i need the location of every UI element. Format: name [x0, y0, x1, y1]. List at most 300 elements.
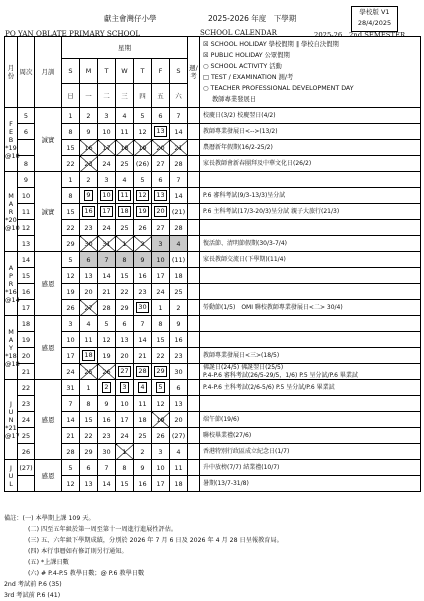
- day-cell: 10: [98, 188, 116, 204]
- month-theme: 誠實: [35, 172, 62, 252]
- event-line: 香港特別行政區成立紀念日(1/7): [203, 447, 290, 455]
- event-line: P.6 主科考試(17/3-20/3)呈分試 親子大旅行(21/3): [203, 207, 340, 215]
- day-cell: 27: [152, 220, 170, 236]
- week-number: 26: [18, 444, 35, 460]
- week-row: [5, 140, 421, 156]
- day-cell: 11: [116, 188, 134, 204]
- event-line: 家長教師交流日(下學期)(11/4): [203, 255, 286, 263]
- week-number: 21: [18, 364, 35, 380]
- day-cell: 4: [80, 316, 98, 332]
- day-cell: (26): [134, 156, 152, 172]
- day-cell: 7: [62, 396, 80, 412]
- day-cell: 5: [134, 108, 152, 124]
- event-cell: [200, 348, 421, 364]
- day-cell: 17: [98, 140, 116, 156]
- day-cell: 23: [98, 428, 116, 444]
- legend-school-activity: ○ SCHOOL ACTIVITY 活動: [203, 63, 282, 70]
- weekday-cn: 四: [134, 84, 152, 108]
- day-cell: 12: [98, 332, 116, 348]
- weekday-en: S: [62, 59, 80, 84]
- week-number: 8: [18, 156, 35, 172]
- day-cell: 13: [116, 332, 134, 348]
- day-cell: 28: [62, 444, 80, 460]
- legend-test-exam: □ TEST / EXAMINATION 測/考: [203, 74, 294, 81]
- day-cell: 8: [62, 124, 80, 140]
- day-cell: 1: [116, 444, 134, 460]
- event-line: 家長教師會新春團拜及中華文化日(26/2): [203, 159, 312, 167]
- week-number: 9: [18, 172, 35, 188]
- day-cell: 24: [98, 220, 116, 236]
- event-cell: [200, 284, 421, 300]
- day-cell: 3: [152, 236, 170, 252]
- month-label: F E B *19 @10: [5, 108, 18, 172]
- week-number: 20: [18, 348, 35, 364]
- day-cell: 8: [62, 188, 80, 204]
- week-number: 13: [18, 236, 35, 252]
- week-row: [5, 412, 421, 428]
- academic-year-cn: 2025-2026 年度 下學期: [208, 14, 297, 23]
- event-line: P.6 審科考試(9/3-13/3)呈分試: [203, 191, 286, 199]
- week-row: [5, 300, 421, 316]
- day-cell: 9: [80, 124, 98, 140]
- day-cell: 21: [98, 284, 116, 300]
- day-cell: 14: [98, 476, 116, 492]
- day-cell: 12: [134, 188, 152, 204]
- days-count-cell: [188, 444, 200, 460]
- day-cell: 16: [80, 140, 98, 156]
- day-cell: 17: [62, 348, 80, 364]
- day-cell: 13: [80, 268, 98, 284]
- days-count-cell: [188, 124, 200, 140]
- day-cell: 3: [98, 108, 116, 124]
- day-cell: 2: [170, 300, 188, 316]
- event-line: 農曆新年假期(16/2-25/2): [203, 143, 273, 151]
- days-count-cell: [188, 108, 200, 124]
- day-cell: 9: [134, 460, 152, 476]
- day-cell: 16: [80, 204, 98, 220]
- legend: [200, 37, 421, 108]
- days-count-cell: [188, 140, 200, 156]
- month-label: J U L: [5, 460, 18, 492]
- header-weekday-group: 星期: [62, 37, 188, 59]
- day-cell: 21: [170, 140, 188, 156]
- day-cell: 19: [62, 284, 80, 300]
- event-cell: [200, 476, 421, 492]
- semester-title-en: 2025-26 2nd SEMESTER: [314, 31, 406, 39]
- event-line: 教師專業發展日<三>(18/5): [203, 351, 280, 359]
- days-count-cell: [188, 476, 200, 492]
- day-cell: 18: [116, 140, 134, 156]
- week-number: 16: [18, 284, 35, 300]
- day-cell: 16: [170, 332, 188, 348]
- day-cell: 19: [134, 204, 152, 220]
- day-cell: 18: [80, 348, 98, 364]
- day-cell: 18: [116, 204, 134, 220]
- day-cell: 12: [134, 124, 152, 140]
- day-cell: 8: [116, 460, 134, 476]
- event-cell: [200, 332, 421, 348]
- day-cell: 20: [116, 348, 134, 364]
- weekday-en: M: [80, 59, 98, 84]
- day-cell: 26: [98, 364, 116, 380]
- month-theme: 誠實: [35, 108, 62, 172]
- day-cell: 25: [134, 428, 152, 444]
- day-cell: 2: [134, 444, 152, 460]
- day-cell: 25: [116, 156, 134, 172]
- event-line: 聯校畢業禮(27/6): [203, 431, 252, 439]
- week-row: [5, 204, 421, 220]
- day-cell: 23: [80, 220, 98, 236]
- days-count-cell: [188, 364, 200, 380]
- day-cell: 5: [98, 316, 116, 332]
- event-cell: [200, 380, 421, 396]
- event-cell: [200, 396, 421, 412]
- days-count-cell: [188, 268, 200, 284]
- day-cell: 20: [170, 412, 188, 428]
- event-cell: [200, 252, 421, 268]
- school-name-cn: 獻主會灣仔小學: [104, 14, 157, 23]
- day-cell: 28: [170, 156, 188, 172]
- month-theme: 感恩: [35, 252, 62, 316]
- day-cell: 11: [116, 124, 134, 140]
- day-cell: 26: [152, 428, 170, 444]
- day-cell: 6: [80, 460, 98, 476]
- header-theme: 月訓: [35, 37, 62, 108]
- week-row: [5, 316, 421, 332]
- day-cell: 26: [134, 220, 152, 236]
- days-count-cell: [188, 316, 200, 332]
- day-cell: 13: [152, 124, 170, 140]
- day-cell: 21: [62, 428, 80, 444]
- day-cell: 8: [152, 316, 170, 332]
- day-cell: 1: [62, 108, 80, 124]
- note-line: 2nd 考試前 P.6 (35): [4, 581, 62, 588]
- day-cell: 6: [170, 380, 188, 396]
- day-cell: 7: [134, 316, 152, 332]
- day-cell: 1: [80, 380, 98, 396]
- day-cell: 29: [80, 444, 98, 460]
- event-cell: [200, 444, 421, 460]
- day-cell: 25: [170, 284, 188, 300]
- week-row: [5, 172, 421, 188]
- weekday-cn: 日: [62, 84, 80, 108]
- day-cell: 25: [116, 220, 134, 236]
- event-cell: [200, 124, 421, 140]
- week-row: [5, 252, 421, 268]
- event-line: 復活節、清明節假期(30/3-7/4): [203, 239, 287, 247]
- day-cell: 30: [170, 364, 188, 380]
- week-row: [5, 476, 421, 492]
- days-count-cell: [188, 300, 200, 316]
- day-cell: 29: [152, 364, 170, 380]
- day-cell: 13: [80, 476, 98, 492]
- weekday-en: T: [98, 59, 116, 84]
- week-row: [5, 156, 421, 172]
- weekday-en: F: [152, 59, 170, 84]
- day-cell: 8: [116, 252, 134, 268]
- day-cell: 1: [62, 172, 80, 188]
- day-cell: 9: [80, 188, 98, 204]
- week-row: [5, 188, 421, 204]
- day-cell: 17: [116, 412, 134, 428]
- day-cell: 1: [152, 300, 170, 316]
- day-cell: 18: [170, 268, 188, 284]
- month-label: J U N *21 @17: [5, 380, 18, 460]
- day-cell: 8: [80, 396, 98, 412]
- day-cell: 28: [98, 300, 116, 316]
- day-cell: 6: [116, 316, 134, 332]
- day-cell: 14: [170, 124, 188, 140]
- day-cell: 24: [62, 364, 80, 380]
- day-cell: 14: [170, 188, 188, 204]
- week-number: 25: [18, 428, 35, 444]
- day-cell: 16: [134, 268, 152, 284]
- day-cell: 5: [62, 460, 80, 476]
- day-cell: 23: [134, 284, 152, 300]
- day-cell: 10: [116, 396, 134, 412]
- week-number: 22: [18, 380, 35, 396]
- event-cell: [200, 236, 421, 252]
- day-cell: 29: [62, 236, 80, 252]
- week-number: (27): [18, 460, 35, 476]
- day-cell: 2: [98, 380, 116, 396]
- day-cell: 15: [80, 412, 98, 428]
- event-cell: [200, 156, 421, 172]
- day-cell: 6: [80, 252, 98, 268]
- event-line: P.4-P.6 主科考試(2/6-5/6) P.5 呈分試/P.6 畢業試: [203, 383, 335, 391]
- day-cell: 17: [98, 204, 116, 220]
- note-line: (六) # P.4-P.5 教學日數；@ P.6 教學日數: [28, 570, 145, 577]
- day-cell: 17: [152, 268, 170, 284]
- event-cell: [200, 172, 421, 188]
- day-cell: 12: [62, 268, 80, 284]
- notes: [4, 513, 418, 601]
- header-month: 月份: [5, 37, 18, 108]
- day-cell: 7: [170, 172, 188, 188]
- weekday-en: S: [170, 59, 188, 84]
- days-count-cell: [188, 460, 200, 476]
- week-row: [5, 396, 421, 412]
- day-cell: 10: [98, 124, 116, 140]
- event-cell: [200, 108, 421, 124]
- event-cell: [200, 188, 421, 204]
- event-line: 校慶日(3/2) 校慶翌日(4/2): [203, 111, 276, 119]
- day-cell: 27: [152, 156, 170, 172]
- event-cell: [200, 140, 421, 156]
- day-cell: 11: [134, 396, 152, 412]
- event-cell: [200, 412, 421, 428]
- weekday-cn: 二: [98, 84, 116, 108]
- weekday-cn: 五: [152, 84, 170, 108]
- day-cell: 22: [116, 284, 134, 300]
- week-number: 10: [18, 188, 35, 204]
- day-cell: 14: [62, 412, 80, 428]
- event-line: 佛誕日(24/5) 佛誕翌日(25/5): [203, 364, 284, 371]
- event-line: P.4-P.6 審科考試(26/5-29/5，1/6) P.5 呈分試/P.6 畢業試: [203, 371, 358, 379]
- event-cell: [200, 220, 421, 236]
- header-days-count: 週/考: [188, 37, 200, 108]
- days-count-cell: [188, 236, 200, 252]
- day-cell: 24: [116, 428, 134, 444]
- day-cell: (21): [170, 204, 188, 220]
- day-cell: 6: [152, 172, 170, 188]
- days-count-cell: [188, 396, 200, 412]
- day-cell: 7: [170, 108, 188, 124]
- day-cell: 9: [134, 252, 152, 268]
- day-cell: 12: [62, 476, 80, 492]
- day-cell: 7: [98, 252, 116, 268]
- day-cell: 5: [152, 380, 170, 396]
- day-cell: 19: [98, 348, 116, 364]
- week-number: 23: [18, 396, 35, 412]
- day-cell: 14: [134, 332, 152, 348]
- legend-school-holiday: ☒ SCHOOL HOLIDAY 學校假期 ∥ 學校自決假期: [203, 41, 339, 48]
- day-cell: 10: [152, 252, 170, 268]
- event-cell: [200, 316, 421, 332]
- calendar-title-en: SCHOOL CALENDAR: [200, 29, 277, 37]
- day-cell: 5: [62, 252, 80, 268]
- week-row: [5, 348, 421, 364]
- week-number: 24: [18, 412, 35, 428]
- week-number: [18, 140, 35, 156]
- month-label: M A Y *18 @18: [5, 316, 18, 380]
- event-cell: [200, 428, 421, 444]
- week-row: [5, 380, 421, 396]
- day-cell: 30: [134, 300, 152, 316]
- day-cell: 3: [116, 380, 134, 396]
- day-cell: 12: [152, 396, 170, 412]
- day-cell: 15: [116, 268, 134, 284]
- week-number: 11: [18, 204, 35, 220]
- event-line: 升中放榜(7/7) 結業禮(10/7): [203, 463, 280, 471]
- week-row: [5, 268, 421, 284]
- day-cell: 30: [98, 444, 116, 460]
- note-line: (四) 本行事曆如有修訂則另行通知。: [28, 548, 128, 555]
- day-cell: 15: [62, 204, 80, 220]
- day-cell: 3: [62, 316, 80, 332]
- day-cell: 15: [116, 476, 134, 492]
- legend-teacher-pd-cn: 教師專業發展日: [212, 96, 257, 103]
- month-label: M A R *20 @10: [5, 172, 18, 252]
- day-cell: 1: [116, 236, 134, 252]
- week-number: 15: [18, 268, 35, 284]
- day-cell: 4: [170, 236, 188, 252]
- weekday-cn: 三: [116, 84, 134, 108]
- day-cell: 22: [152, 348, 170, 364]
- days-count-cell: [188, 412, 200, 428]
- week-number: 17: [18, 300, 35, 316]
- week-number: 19: [18, 332, 35, 348]
- days-count-cell: [188, 188, 200, 204]
- header-week: 周次: [18, 37, 35, 108]
- day-cell: 26: [62, 300, 80, 316]
- version-date: 28/4/2025: [357, 19, 392, 27]
- day-cell: 10: [62, 332, 80, 348]
- day-cell: 7: [98, 460, 116, 476]
- note-line: 3rd 考試前 P.6 (41): [4, 592, 61, 599]
- day-cell: 20: [152, 140, 170, 156]
- month-theme: 感恩: [35, 460, 62, 492]
- day-cell: 11: [80, 332, 98, 348]
- day-cell: 3: [98, 172, 116, 188]
- day-cell: 24: [152, 284, 170, 300]
- days-count-cell: [188, 332, 200, 348]
- day-cell: 4: [170, 444, 188, 460]
- day-cell: 15: [62, 140, 80, 156]
- days-count-cell: [188, 220, 200, 236]
- day-cell: 30: [80, 236, 98, 252]
- days-count-cell: [188, 156, 200, 172]
- day-cell: 4: [116, 172, 134, 188]
- week-row: [5, 236, 421, 252]
- week-number: 18: [18, 316, 35, 332]
- day-cell: 29: [116, 300, 134, 316]
- week-row: [5, 428, 421, 444]
- day-cell: 2: [80, 172, 98, 188]
- day-cell: 31: [62, 380, 80, 396]
- day-cell: 2: [134, 236, 152, 252]
- week-row: [5, 444, 421, 460]
- week-number: 12: [18, 220, 35, 236]
- day-cell: 5: [134, 172, 152, 188]
- event-cell: [200, 460, 421, 476]
- day-cell: 9: [98, 396, 116, 412]
- days-count-cell: [188, 284, 200, 300]
- days-count-cell: [188, 428, 200, 444]
- month-label: A P R *16 @14: [5, 252, 18, 316]
- weekday-en: T: [134, 59, 152, 84]
- week-row: [5, 364, 421, 380]
- day-cell: 19: [152, 412, 170, 428]
- legend-public-holiday: ☒ PUBLIC HOLIDAY 公眾假期: [203, 52, 290, 59]
- week-number: 5: [18, 108, 35, 124]
- week-row: [5, 284, 421, 300]
- days-count-cell: [188, 252, 200, 268]
- day-cell: 25: [80, 364, 98, 380]
- day-cell: 22: [80, 428, 98, 444]
- day-cell: 28: [134, 364, 152, 380]
- week-number: 14: [18, 252, 35, 268]
- day-cell: 18: [134, 412, 152, 428]
- days-count-cell: [188, 380, 200, 396]
- day-cell: 14: [98, 268, 116, 284]
- week-row: [5, 332, 421, 348]
- month-theme: 感恩: [35, 316, 62, 380]
- weekday-cn: 一: [80, 84, 98, 108]
- day-cell: 28: [170, 220, 188, 236]
- note-line: (五) *上課日數: [28, 559, 69, 566]
- event-line: 暑期(13/7-31/8): [203, 479, 249, 487]
- event-line: 端午節(19/6): [203, 415, 240, 423]
- week-number: 6: [18, 124, 35, 140]
- days-count-cell: [188, 348, 200, 364]
- day-cell: 6: [152, 108, 170, 124]
- day-cell: 22: [62, 156, 80, 172]
- event-cell: [200, 364, 421, 380]
- note-line: (二) 四至五年級於第一周至第十一周進行進展性評估。: [28, 526, 178, 533]
- day-cell: 24: [98, 156, 116, 172]
- day-cell: 20: [80, 284, 98, 300]
- day-cell: 31: [98, 236, 116, 252]
- day-cell: 3: [152, 444, 170, 460]
- weekday-cn: 六: [170, 84, 188, 108]
- week-row: [5, 220, 421, 236]
- school-name-en: PO YAN OBLATE PRIMARY SCHOOL: [5, 29, 141, 38]
- event-cell: [200, 300, 421, 316]
- day-cell: 9: [170, 316, 188, 332]
- day-cell: 2: [80, 108, 98, 124]
- day-cell: 15: [152, 332, 170, 348]
